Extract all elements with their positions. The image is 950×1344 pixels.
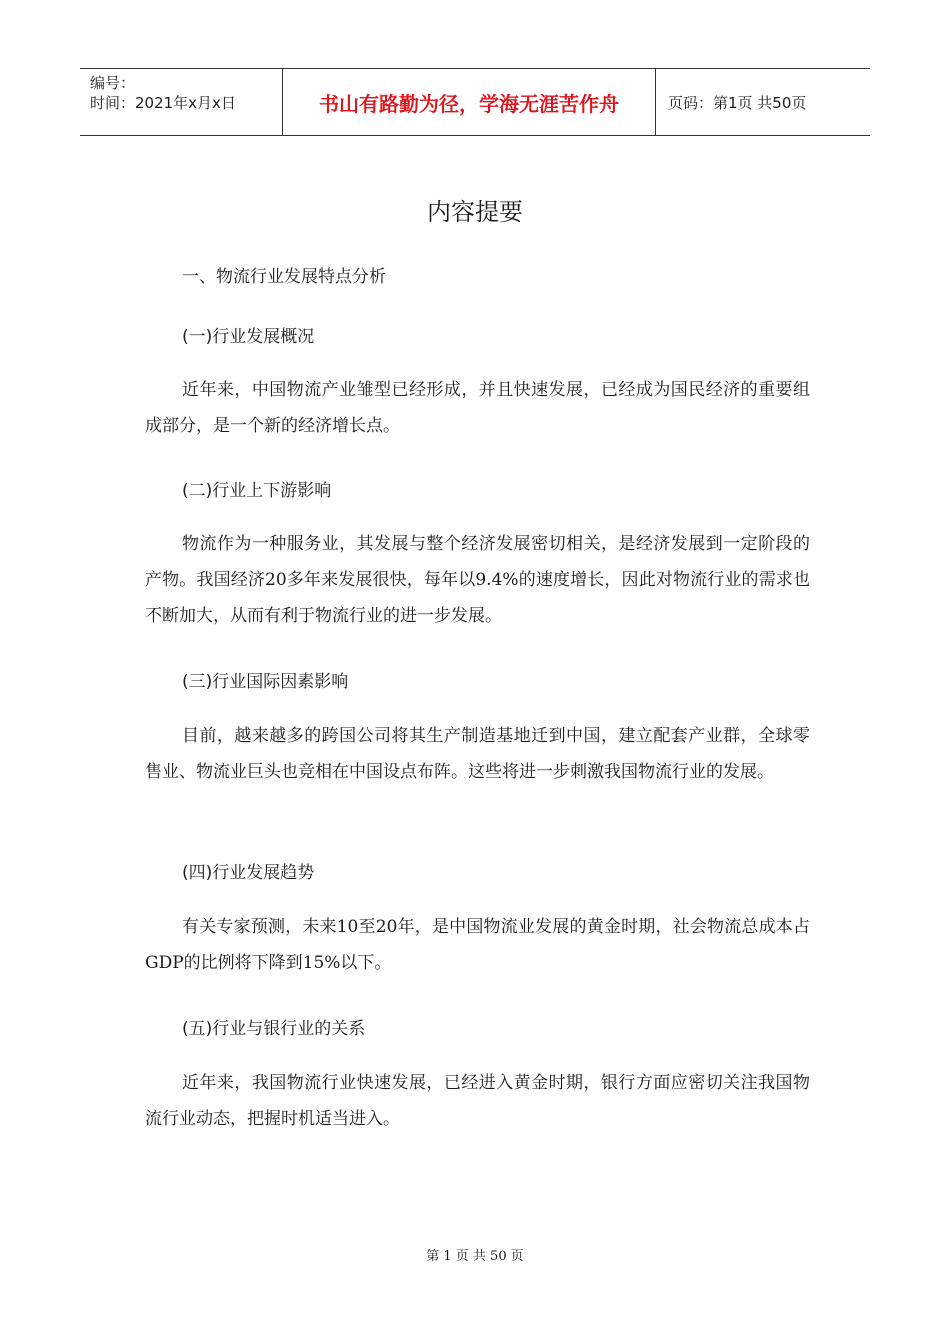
subsection-heading-5: (五)行业与银行业的关系	[182, 1019, 366, 1039]
header-motto-cell	[283, 69, 656, 135]
page-footer: 第 1 页 共 50 页	[426, 1249, 524, 1264]
paragraph-5: 近年来，我国物流行业快速发展，已经进入黄金时期，银行方面应密切关注我国物流行业动态，把握时机适当进入。	[145, 1073, 810, 1129]
document-title: 内容提要	[427, 198, 523, 226]
header-page-cell	[656, 69, 870, 135]
paragraph-4: 有关专家预测，未来10至20年，是中国物流业发展的黄金时期，社会物流总成本占GDP的比例将下降到15%以下。	[145, 917, 810, 973]
date-label: 时间：2021年x月x日	[90, 94, 236, 112]
number-label: 编号：	[90, 74, 136, 92]
subsection-heading-3: (三)行业国际因素影响	[182, 672, 349, 692]
subsection-heading-1: (一)行业发展概况	[182, 327, 315, 347]
paragraph-1: 近年来，中国物流产业雏型已经形成，并且快速发展，已经成为国民经济的重要组成部分，是一个新的经济增长点。	[145, 380, 810, 436]
document-header	[80, 68, 870, 136]
motto-text: 书山有路勤为径，学海无涯苦作舟	[319, 91, 619, 116]
page-info: 页码：第1页 共50页	[668, 93, 807, 112]
paragraph-3: 目前，越来越多的跨国公司将其生产制造基地迁到中国，建立配套产业群，全球零售业、物流业巨头也竞相在中国设点布阵。这些将进一步刺激我国物流行业的发展。	[145, 726, 810, 782]
header-meta-cell	[80, 69, 283, 135]
section-heading-1: 一、物流行业发展特点分析	[182, 267, 386, 287]
paragraph-2: 物流作为一种服务业，其发展与整个经济发展密切相关，是经济发展到一定阶段的产物。我国经济20多年来发展很快，每年以9.4%的速度增长，因此对物流行业的需求也不断加大，从而有利于物流行业的进一步发展。	[145, 534, 810, 626]
subsection-heading-4: (四)行业发展趋势	[182, 863, 315, 883]
subsection-heading-2: (二)行业上下游影响	[182, 481, 332, 501]
